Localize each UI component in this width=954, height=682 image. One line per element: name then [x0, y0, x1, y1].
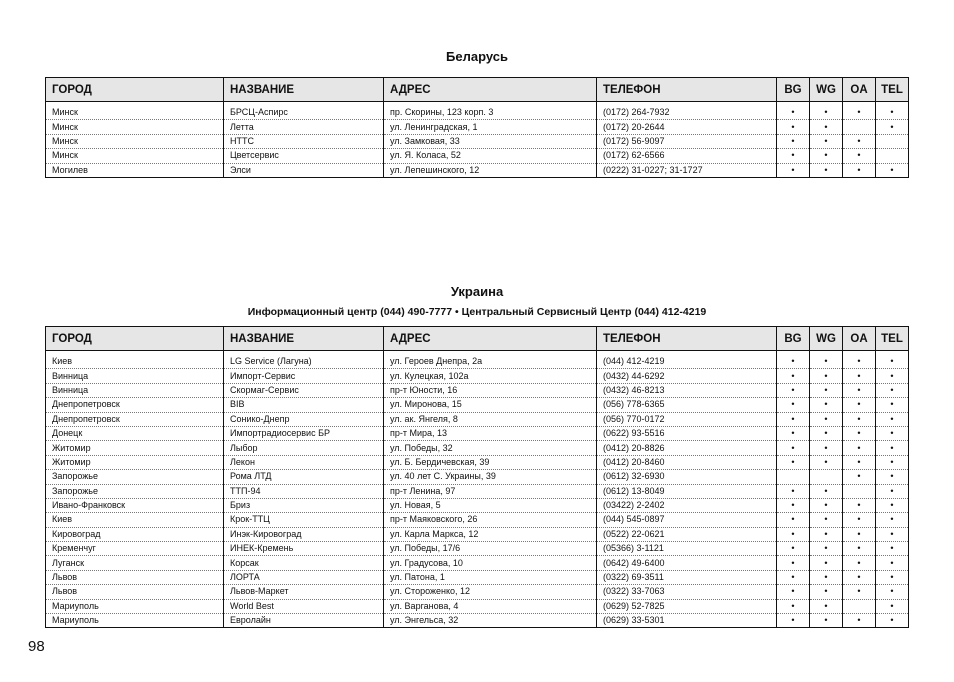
city-cell: Луганск [46, 556, 224, 570]
oa-mark: • [843, 412, 876, 426]
name-cell: Летта [224, 120, 384, 134]
bg-mark: • [777, 163, 810, 177]
oa-mark: • [843, 542, 876, 556]
wg-mark: • [810, 527, 843, 541]
phone-cell: (0432) 44-6292 [597, 369, 777, 383]
address-cell: ул. Градусова, 10 [384, 556, 597, 570]
phone-cell: (0172) 56-9097 [597, 134, 777, 148]
oa-mark: • [843, 614, 876, 628]
wg-mark: • [810, 614, 843, 628]
phone-cell: (0622) 93-5516 [597, 426, 777, 440]
name-cell: Инэк-Кировоград [224, 527, 384, 541]
address-cell: ул. Победы, 17/6 [384, 542, 597, 556]
address-cell: ул. Ленинградская, 1 [384, 120, 597, 134]
city-cell: Минск [46, 106, 224, 120]
section-title-ukraine: Украина [450, 284, 504, 299]
oa-mark: • [843, 455, 876, 469]
oa-mark: • [843, 355, 876, 369]
wg-mark: • [810, 441, 843, 455]
city-cell: Минск [46, 149, 224, 163]
city-cell: Винница [46, 383, 224, 397]
city-cell: Кировоград [46, 527, 224, 541]
header-phone: ТЕЛЕФОН [597, 327, 777, 351]
oa-mark: • [843, 134, 876, 148]
bg-mark: • [777, 556, 810, 570]
oa-mark: • [843, 441, 876, 455]
name-cell: Элси [224, 163, 384, 177]
phone-cell: (0642) 49-6400 [597, 556, 777, 570]
table-row [46, 149, 909, 163]
city-cell: Мариуполь [52, 615, 99, 626]
table-row [46, 163, 909, 177]
oa-mark: • [843, 585, 876, 599]
phone-cell: (0322) 69-3511 [597, 570, 777, 584]
tel-mark: • [876, 412, 909, 426]
wg-mark [810, 470, 843, 484]
bg-mark: • [777, 412, 810, 426]
address-cell: ул. Замковая, 33 [384, 134, 597, 148]
address-cell: ул. Варганова, 4 [384, 599, 597, 613]
oa-mark [843, 120, 876, 134]
oa-mark: • [843, 570, 876, 584]
bg-mark: • [777, 614, 810, 628]
oa-mark: • [843, 369, 876, 383]
phone-cell: (03422) 2-2402 [597, 498, 777, 512]
table-row [46, 455, 909, 469]
tel-mark: • [876, 383, 909, 397]
table-row [46, 585, 909, 599]
address-cell: пр-т Маяковского, 26 [384, 513, 597, 527]
tel-mark [876, 149, 909, 163]
phone-cell: (0432) 46-8213 [597, 383, 777, 397]
phone-cell: (0172) 20-2644 [597, 120, 777, 134]
city-cell: Киев [46, 355, 224, 369]
tel-mark: • [876, 398, 909, 412]
header-wg: WG [810, 78, 843, 102]
phone-cell: (044) 545-0897 [597, 513, 777, 527]
name-cell: Лекон [224, 455, 384, 469]
oa-mark: • [843, 149, 876, 163]
tel-mark: • [876, 441, 909, 455]
tel-mark: • [876, 106, 909, 120]
table-row [46, 513, 909, 527]
phone-cell: (0612) 32-6930 [597, 470, 777, 484]
bg-mark: • [777, 106, 810, 120]
address-cell: ул. Энгельса, 32 [384, 614, 597, 628]
table-row [46, 106, 909, 120]
header-tel: TEL [876, 78, 909, 102]
table-row [46, 542, 909, 556]
bg-mark: • [777, 498, 810, 512]
oa-mark: • [843, 527, 876, 541]
wg-mark: • [810, 412, 843, 426]
tel-mark: • [876, 355, 909, 369]
name-cell: ИНЕК-Кремень [224, 542, 384, 556]
city-cell: Днепропетровск [46, 412, 224, 426]
phone-cell: (056) 778-6365 [597, 398, 777, 412]
address-cell: ул. 40 лет С. Украины, 39 [384, 470, 597, 484]
wg-mark: • [810, 599, 843, 613]
address-cell: пр. Скорины, 123 корп. 3 [384, 106, 597, 120]
wg-mark: • [810, 498, 843, 512]
bg-mark: • [777, 513, 810, 527]
name-cell: Лыбор [224, 441, 384, 455]
phone-cell: (0522) 22-0621 [597, 527, 777, 541]
oa-mark: • [843, 498, 876, 512]
header-phone: ТЕЛЕФОН [597, 78, 777, 102]
wg-mark: • [810, 426, 843, 440]
phone-cell: (044) 412-4219 [597, 355, 777, 369]
header-tel: TEL [876, 327, 909, 351]
table-row [46, 369, 909, 383]
table-header-row [46, 78, 909, 102]
table-row [46, 383, 909, 397]
name-cell: ТТП-94 [224, 484, 384, 498]
phone-cell: (0412) 20-8460 [597, 455, 777, 469]
tel-mark: • [876, 527, 909, 541]
name-cell: Евролайн [224, 614, 384, 628]
name-cell: ЛОРТА [224, 570, 384, 584]
phone-cell: (0612) 13-8049 [597, 484, 777, 498]
tel-mark: • [876, 455, 909, 469]
address-cell: ул. Б. Бердичевская, 39 [384, 455, 597, 469]
bg-mark: • [777, 383, 810, 397]
tel-mark: • [876, 542, 909, 556]
name-cell: Львов-Маркет [224, 585, 384, 599]
tel-mark [876, 134, 909, 148]
phone-cell: (05366) 3-1121 [597, 542, 777, 556]
city-cell: Львов [46, 585, 224, 599]
table-row [46, 470, 909, 484]
city-cell: Минск [46, 120, 224, 134]
bg-mark: • [777, 369, 810, 383]
header-bg: BG [777, 78, 810, 102]
name-cell: Корсак [224, 556, 384, 570]
address-cell: пр-т Мира, 13 [384, 426, 597, 440]
oa-mark: • [843, 556, 876, 570]
city-cell: Днепропетровск [46, 398, 224, 412]
name-cell: Скормаг-Сервис [224, 383, 384, 397]
bg-mark: • [777, 484, 810, 498]
address-cell: ул. Героев Днепра, 2а [384, 355, 597, 369]
table-row [46, 134, 909, 148]
table-row [46, 398, 909, 412]
ukraine-service-table [45, 326, 909, 628]
tel-mark: • [876, 570, 909, 584]
table-row [46, 484, 909, 498]
wg-mark: • [810, 542, 843, 556]
table-row [46, 355, 909, 369]
table-row [46, 527, 909, 541]
name-cell: Рома ЛТД [224, 470, 384, 484]
address-cell: ул. Стороженко, 12 [384, 585, 597, 599]
name-cell: Импорт-Сервис [224, 369, 384, 383]
bg-mark: • [777, 355, 810, 369]
tel-mark: • [876, 470, 909, 484]
city-cell: Запорожье [46, 484, 224, 498]
wg-mark: • [810, 585, 843, 599]
oa-mark: • [843, 106, 876, 120]
bg-mark: • [777, 542, 810, 556]
tel-mark: • [876, 120, 909, 134]
bg-mark: • [777, 120, 810, 134]
name-cell: Цветсервис [224, 149, 384, 163]
wg-mark: • [810, 398, 843, 412]
oa-mark [843, 484, 876, 498]
city-cell: Мариуполь [46, 599, 224, 613]
name-cell: Бриз [224, 498, 384, 512]
name-cell: Крок-ТТЦ [224, 513, 384, 527]
tel-mark: • [876, 585, 909, 599]
address-cell: пр-т Ленина, 97 [384, 484, 597, 498]
table-row [46, 120, 909, 134]
table-row [46, 441, 909, 455]
header-address: АДРЕС [384, 78, 597, 102]
oa-mark: • [843, 398, 876, 412]
city-cell: Могилев [52, 164, 88, 175]
name-cell: БРСЦ-Аспирс [224, 106, 384, 120]
bg-mark [777, 470, 810, 484]
section-title-belarus: Беларусь [446, 49, 508, 64]
city-cell: Кременчуг [46, 542, 224, 556]
city-cell: Минск [46, 134, 224, 148]
city-cell: Винница [46, 369, 224, 383]
bg-mark: • [777, 527, 810, 541]
tel-mark: • [876, 484, 909, 498]
page-number: 98 [28, 638, 45, 655]
address-cell: пр-т Юности, 16 [384, 383, 597, 397]
name-cell: BIB [224, 398, 384, 412]
address-cell: ул. Лепешинского, 12 [384, 163, 597, 177]
city-cell: Ивано-Франковск [46, 498, 224, 512]
name-cell: Импортрадиосервис БР [224, 426, 384, 440]
bg-mark: • [777, 134, 810, 148]
wg-mark: • [810, 455, 843, 469]
phone-cell: (0412) 20-8826 [597, 441, 777, 455]
city-cell: Житомир [46, 455, 224, 469]
bg-mark: • [777, 398, 810, 412]
wg-mark: • [810, 484, 843, 498]
city-cell: Житомир [46, 441, 224, 455]
tel-mark: • [876, 614, 909, 628]
phone-cell: (0222) 31-0227; 31-1727 [597, 163, 777, 177]
header-oa: OA [843, 78, 876, 102]
name-cell: LG Service (Лагуна) [224, 355, 384, 369]
belarus-service-table [45, 77, 909, 178]
address-cell: ул. Карла Маркса, 12 [384, 527, 597, 541]
oa-mark: • [843, 163, 876, 177]
tel-mark: • [876, 556, 909, 570]
name-cell: НТТС [224, 134, 384, 148]
tel-mark: • [876, 599, 909, 613]
wg-mark: • [810, 355, 843, 369]
table-row [46, 570, 909, 584]
address-cell: ул. Миронова, 15 [384, 398, 597, 412]
name-cell: Сонико-Днепр [224, 412, 384, 426]
oa-mark [843, 599, 876, 613]
oa-mark: • [843, 470, 876, 484]
address-cell: ул. Я. Коласа, 52 [384, 149, 597, 163]
wg-mark: • [810, 120, 843, 134]
wg-mark: • [810, 369, 843, 383]
oa-mark: • [843, 513, 876, 527]
address-cell: ул. Новая, 5 [384, 498, 597, 512]
wg-mark: • [810, 163, 843, 177]
tel-mark: • [876, 513, 909, 527]
header-name: НАЗВАНИЕ [224, 78, 384, 102]
phone-cell: (0172) 62-6566 [597, 149, 777, 163]
phone-cell: (056) 770-0172 [597, 412, 777, 426]
bg-mark: • [777, 585, 810, 599]
header-wg: WG [810, 327, 843, 351]
city-cell: Киев [46, 513, 224, 527]
bg-mark: • [777, 441, 810, 455]
address-cell: ул. Кулецкая, 102а [384, 369, 597, 383]
wg-mark: • [810, 570, 843, 584]
table-row [46, 498, 909, 512]
phone-cell: (0322) 33-7063 [597, 585, 777, 599]
city-cell: Запорожье [46, 470, 224, 484]
wg-mark: • [810, 149, 843, 163]
table-row [46, 599, 909, 613]
city-cell: Львов [46, 570, 224, 584]
bg-mark: • [777, 570, 810, 584]
wg-mark: • [810, 556, 843, 570]
bg-mark: • [777, 426, 810, 440]
header-city: ГОРОД [46, 327, 224, 351]
name-cell: World Best [224, 599, 384, 613]
address-cell: ул. Патона, 1 [384, 570, 597, 584]
bg-mark: • [777, 455, 810, 469]
header-name: НАЗВАНИЕ [224, 327, 384, 351]
tel-mark: • [876, 426, 909, 440]
table-row [46, 614, 909, 628]
city-cell: Донецк [46, 426, 224, 440]
wg-mark: • [810, 383, 843, 397]
table-row [46, 412, 909, 426]
phone-cell: (0629) 33-5301 [597, 614, 777, 628]
tel-mark: • [876, 163, 909, 177]
tel-mark: • [876, 498, 909, 512]
tel-mark: • [876, 369, 909, 383]
header-oa: OA [843, 327, 876, 351]
table-row [46, 556, 909, 570]
wg-mark: • [810, 106, 843, 120]
header-city: ГОРОД [46, 78, 224, 102]
bg-mark: • [777, 599, 810, 613]
ukraine-info-line: Информационный центр (044) 490-7777 • Центральный Сервисный Центр (044) 412-4219 [247, 306, 707, 318]
address-cell: ул. Победы, 32 [384, 441, 597, 455]
table-header-row [46, 327, 909, 351]
bg-mark: • [777, 149, 810, 163]
oa-mark: • [843, 383, 876, 397]
wg-mark: • [810, 134, 843, 148]
header-address: АДРЕС [384, 327, 597, 351]
phone-cell: (0172) 264-7932 [597, 106, 777, 120]
header-bg: BG [777, 327, 810, 351]
address-cell: ул. ак. Янгеля, 8 [384, 412, 597, 426]
table-row [46, 426, 909, 440]
wg-mark: • [810, 513, 843, 527]
oa-mark: • [843, 426, 876, 440]
phone-cell: (0629) 52-7825 [597, 599, 777, 613]
